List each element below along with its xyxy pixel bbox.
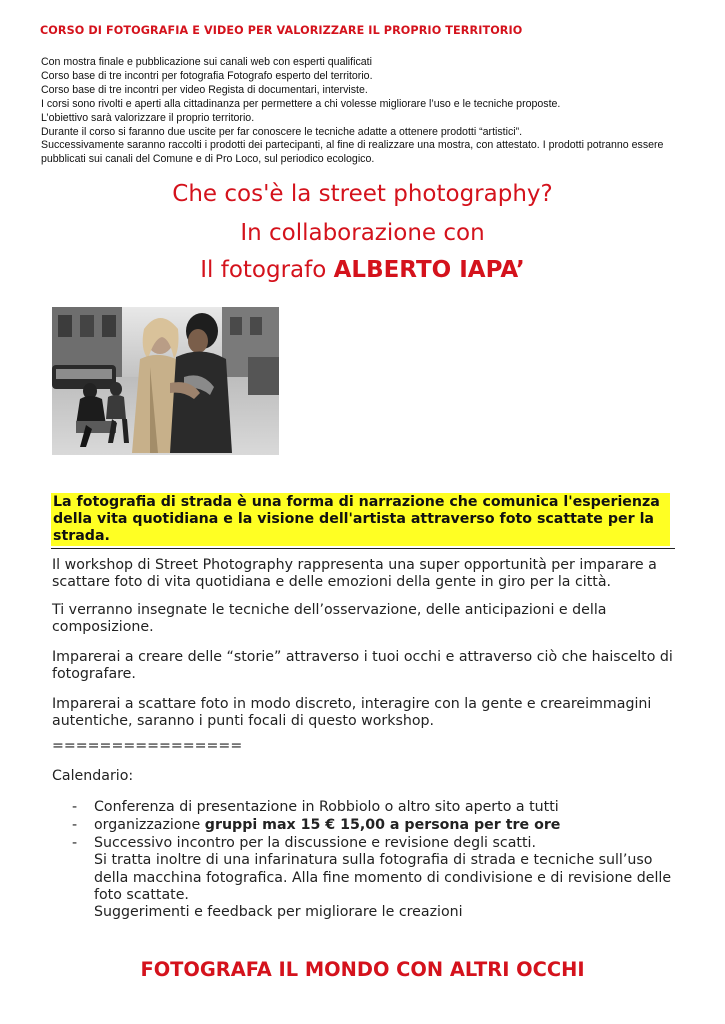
headline-collaboration: In collaborazione con — [240, 220, 485, 246]
footer-slogan: FOTOGRAFA IL MONDO CON ALTRI OCCHI — [140, 958, 585, 981]
intro-line: Corso base di tre incontri per fotografia Fotografo esperto del territorio. — [41, 69, 373, 82]
list-item — [72, 799, 682, 817]
paragraph-techniques: Ti verranno insegnate le tecniche dell’osservazione, delle anticipazioni e della composizione. — [52, 602, 607, 636]
intro-line: L’obiettivo sarà valorizzare il proprio territorio. — [41, 111, 255, 124]
list-item-text — [94, 817, 684, 834]
headline-photographer-prefix: Il fotografo — [200, 257, 334, 283]
separator-line: ================ — [52, 738, 243, 754]
list-item-text — [94, 835, 684, 921]
intro-line: Durante il corso si faranno due uscite per far conoscere le tecniche adatte a ottenere prodotti “artistici”. — [41, 125, 523, 138]
highlight-text: La fotografia di strada è una forma di narrazione che comunica l'esperienza della vita quotidiana e la visione dell'artista attraverso foto scattate per la strada. — [53, 494, 660, 544]
list-item-text: Conferenza di presentazione in Robbiolo o altro sito aperto a tutti — [94, 799, 559, 815]
list-item — [72, 817, 682, 835]
list-dash: - — [72, 835, 78, 851]
list-dash: - — [72, 799, 78, 815]
list-item — [72, 835, 682, 925]
list-item-line: Si tratta inoltre di una infarinatura sulla fotografia di strada e tecniche sull’uso della macchina fotografica. Alla fine momento di condivisione e di revisione delle foto scattate. — [94, 852, 672, 903]
list-item-line: Successivo incontro per la discussione e revisione degli scatti. — [94, 835, 536, 851]
paragraph-stories: Imparerai a creare delle “storie” attraverso i tuoi occhi e attraverso ciò che haiscelto di fotografare. — [52, 649, 673, 683]
list-item-prefix: organizzazione — [94, 817, 205, 833]
calendar-label: Calendario: — [52, 768, 134, 784]
paragraph-discreet: Imparerai a scattare foto in modo discreto, interagire con la gente e creareimmagini autentiche, saranno i punti focali di questo workshop. — [52, 696, 652, 730]
intro-line: I corsi sono rivolti e aperti alla cittadinanza per permettere a chi volesse migliorare l’uso e le tecniche proposte. — [41, 97, 561, 110]
paragraph-workshop: Il workshop di Street Photography rappresenta una super opportunità per imparare a scattare foto di vita quotidiana e delle emozioni della gente in giro per la città. — [52, 557, 657, 591]
page-title: CORSO DI FOTOGRAFIA E VIDEO PER VALORIZZARE IL PROPRIO TERRITORIO — [40, 24, 523, 37]
street-photo — [52, 307, 279, 455]
intro-line: Corso base di tre incontri per video Regista di documentari, interviste. — [41, 83, 368, 96]
photographer-name: ALBERTO IAPA’ — [333, 257, 525, 283]
headline-photographer — [0, 257, 725, 283]
list-dash: - — [72, 817, 78, 833]
intro-line: Successivamente saranno raccolti i prodotti dei partecipanti, al fine di realizzare una mostra, con attestato. I prodotti potranno essere pubblicati sui canali del Comune e di Pro Loco, sul periodico ecologico. — [41, 139, 664, 166]
intro-text — [41, 56, 681, 167]
intro-line: Con mostra finale e pubblicazione sui canali web con esperti qualificati — [41, 56, 372, 68]
headline-question: Che cos'è la street photography? — [172, 181, 553, 207]
divider — [51, 548, 675, 549]
list-item-line: Suggerimenti e feedback per migliorare le creazioni — [94, 904, 463, 921]
list-item-bold: gruppi max 15 € 15,00 a persona per tre ore — [204, 817, 561, 833]
